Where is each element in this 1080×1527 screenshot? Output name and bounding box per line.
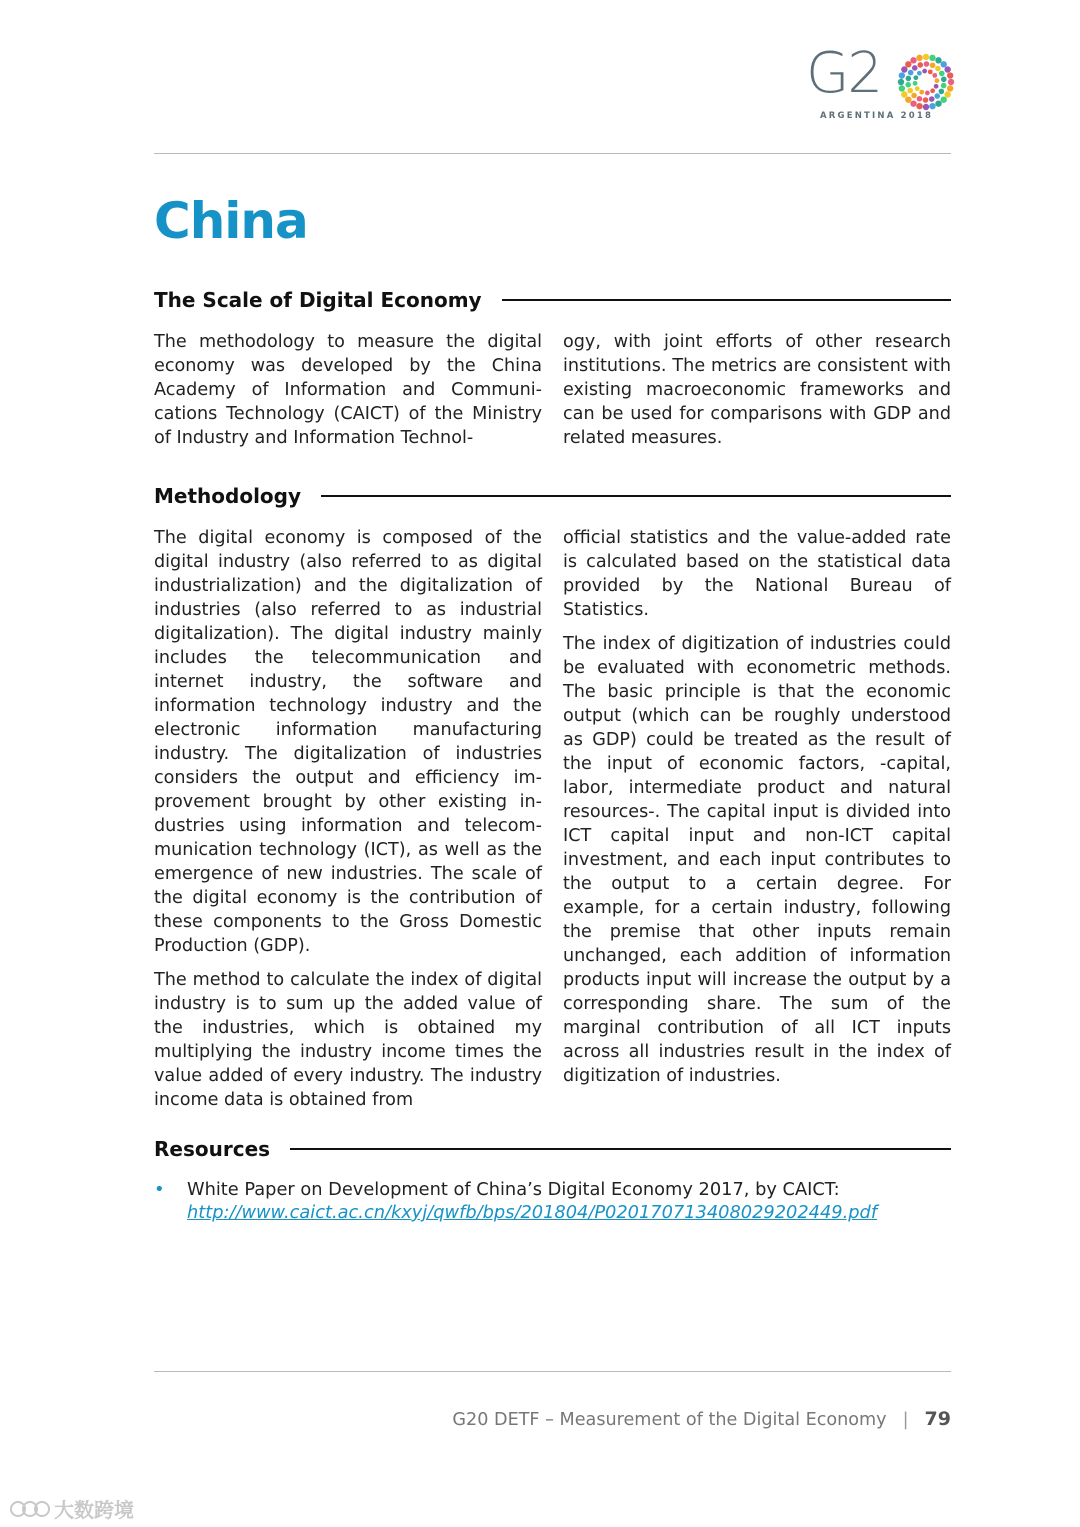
flower-dot — [929, 96, 935, 102]
flower-dot — [935, 78, 940, 83]
scale-right-column — [563, 330, 951, 460]
flower-dot — [907, 88, 913, 94]
watermark-text: 大数跨境 — [54, 1498, 134, 1522]
flower-dot — [923, 97, 929, 103]
flower-dot — [941, 83, 947, 89]
paragraph: The method to calculate the index of digital industry is to sum up the added value of the industries, which is obtained my multiplying the industry income times the value added of every industry. The industry income data is obtained from — [154, 970, 542, 1110]
flower-dot — [916, 55, 922, 61]
scale-left-column — [154, 330, 542, 460]
section-rule — [321, 495, 951, 497]
flower-dot — [899, 72, 905, 78]
flower-dot — [917, 71, 922, 76]
flower-dot — [935, 66, 941, 72]
flower-dot — [917, 96, 923, 102]
footer-separator: | — [902, 1410, 909, 1430]
page-number: 79 — [924, 1408, 951, 1430]
paragraph: The index of digitization of industries could be evaluated with econometric methods. The basic principle is that the economic output (which can be roughly understood as GDP) could be treated as the result of the input of economic factors, -capital, labor, intermediate product and natural resources-. The capital input is divided into ICT capital input and non-ICT capital investment, and each input contributes to the output to a certain degree. For example, for a certain industry, following the premise that other inputs remain unchanged, each addition of information products input will increase the output by a corresponding share. The sum of the marginal contribution of all ICT inputs across all industries result in the index of digitization of industries. — [563, 634, 951, 1086]
flower-dot — [922, 69, 927, 74]
paragraph: The digital economy is composed of the digital industry (also referred to as digital industrialization) and the digitalization of industries (also referred to as industrial digitalization). The digital industry mainly includes the telecommunication and internet industry, the software and information technology industry and the electronic information manufacturing industry. The digitalization of industries considers the output and efficiency improvement brought by other existing industries using information and telecommunication technology (ICT), as well as the emergence of new industries. The scale of the digital economy is the contribution of these components to the Gross Domestic Production (GDP). — [154, 528, 542, 956]
watermark-logo-icon — [10, 1498, 50, 1525]
section-title: Methodology — [154, 484, 302, 508]
flower-dot — [929, 103, 935, 109]
flower-dot — [941, 77, 947, 83]
section-heading-resources — [154, 1135, 951, 1163]
resource-link[interactable]: http://www.caict.ac.cn/kxyj/qwfb/bps/201804/P020170713408029202449.pdf — [187, 1202, 878, 1223]
flower-dot — [939, 71, 945, 77]
flower-dot — [901, 66, 907, 72]
paragraph: ogy, with joint efforts of other research institutions. The metrics are consistent with existing macroeconomic frameworks and can be used for comparisons with GDP and related measures. — [563, 332, 951, 448]
g20-logo — [806, 41, 956, 126]
page-title: China — [154, 192, 308, 250]
flower-dot — [934, 84, 939, 89]
flower-dot — [913, 75, 918, 80]
methodology-left-column — [154, 526, 542, 1122]
flower-dot — [901, 91, 907, 97]
footer-text: G20 DETF – Measurement of the Digital Economy — [452, 1410, 887, 1430]
flower-dot — [923, 54, 929, 60]
resource-text: White Paper on Development of China’s Digital Economy 2017, by CAICT: — [187, 1179, 840, 1200]
flower-dot — [910, 57, 916, 63]
logo-text: G2 — [806, 41, 882, 106]
flower-dot — [908, 70, 914, 76]
flower-dot — [934, 93, 940, 99]
flower-dot — [947, 72, 953, 78]
flower-dot — [935, 100, 941, 106]
header-divider — [154, 153, 951, 154]
flower-dot — [917, 62, 923, 68]
watermark — [10, 1494, 134, 1525]
methodology-right-column — [563, 526, 951, 1098]
flower-dot — [898, 79, 904, 85]
flower-dot — [913, 81, 918, 86]
paragraph: The methodology to measure the digital economy was developed by the China Academy of Information and Communications Technology (CAICT) of the Ministry of Industry and Information Technol- — [154, 332, 542, 448]
section-heading-methodology — [154, 482, 951, 510]
flower-dot — [905, 82, 911, 88]
flower-dot — [906, 76, 912, 82]
section-rule — [290, 1148, 951, 1150]
flower-dot — [935, 57, 941, 63]
flower-dot — [939, 89, 945, 95]
paragraph: official statistics and the value-added rate is calculated based on the statistical data provided by the National Bureau of Statistics. — [563, 528, 951, 620]
flower-dot — [905, 96, 911, 102]
flower-dot — [924, 61, 930, 67]
flower-dot — [940, 96, 946, 102]
flower-dot — [944, 66, 950, 72]
flower-dot — [911, 93, 917, 99]
flower-dot — [899, 85, 905, 91]
flower-dot — [905, 61, 911, 67]
flower-dot — [912, 65, 918, 71]
flower-dot — [948, 79, 954, 85]
flower-dot — [944, 91, 950, 97]
flower-dot — [925, 91, 930, 96]
g20-flower-emblem — [896, 52, 956, 112]
flower-dot — [919, 90, 924, 95]
flower-dot — [932, 73, 937, 78]
flower-dot — [910, 100, 916, 106]
flower-dot — [947, 85, 953, 91]
section-rule — [502, 299, 951, 301]
flower-dot — [928, 69, 933, 74]
flower-dot — [915, 86, 920, 91]
flower-dot — [916, 103, 922, 109]
footer-divider — [154, 1371, 951, 1372]
flower-dot — [940, 61, 946, 67]
flower-dot — [923, 104, 929, 110]
logo-subtitle: ARGENTINA 2018 — [820, 111, 934, 121]
flower-dot — [930, 88, 935, 93]
section-heading-scale — [154, 286, 951, 314]
section-title: Resources — [154, 1137, 271, 1161]
bullet-icon: • — [154, 1179, 165, 1200]
flower-dot — [929, 55, 935, 61]
page-footer — [452, 1408, 951, 1430]
flower-dot — [930, 62, 936, 68]
section-title: The Scale of Digital Economy — [154, 288, 482, 312]
